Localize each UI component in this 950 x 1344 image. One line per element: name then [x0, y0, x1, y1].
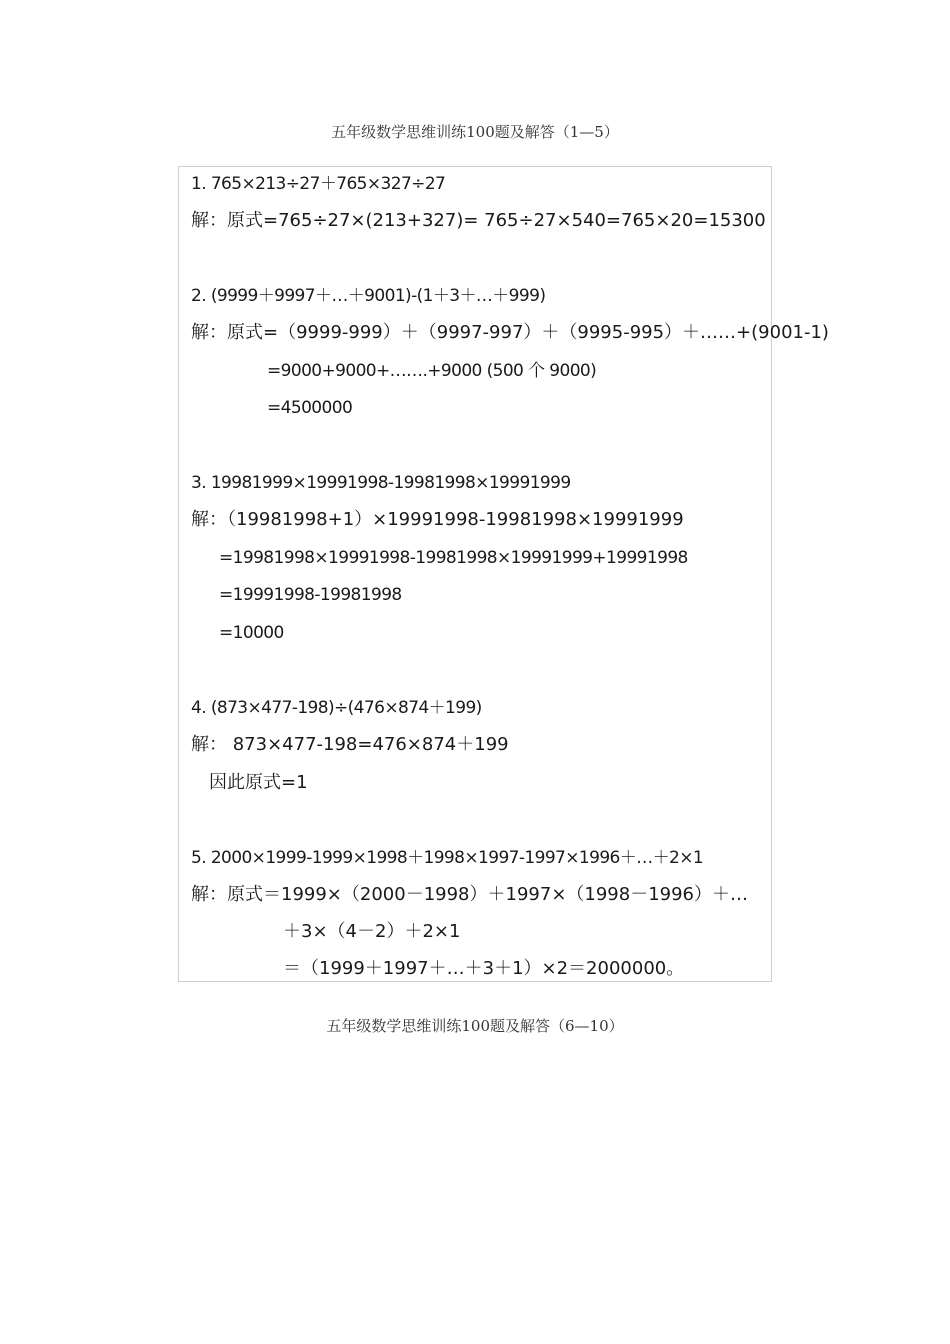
problem-3-solution-line-4: =10000 — [219, 623, 284, 643]
problem-2-solution-line-3: =4500000 — [267, 398, 353, 418]
problem-3-solution-line-1: 解：（19981998+1）×19991998-19981998×19991999 — [191, 509, 684, 530]
problems-panel — [178, 166, 829, 982]
problem-1-solution-line-1: 解：原式=765÷27×(213+327)= 765÷27×540=765×20=15300 — [191, 210, 766, 231]
page-title: 五年级数学思维训练100题及解答（1—5） — [331, 123, 619, 141]
problem-3-question: 3. 19981999×19991998-19981998×19991999 — [191, 473, 571, 493]
problem-2-solution-line-2: =9000+9000+…….+9000 (500 个 9000) — [267, 361, 597, 381]
problem-4-solution-line-2: 因此原式=1 — [209, 772, 308, 793]
problem-2-question: 2. (9999＋9997＋…＋9001)-(1＋3＋…＋999) — [191, 286, 546, 306]
problem-5-solution-line-2: ＋3×（4－2）＋2×1 — [283, 921, 461, 942]
problem-5-solution-line-3: ＝（1999＋1997＋…＋3＋1）×2＝2000000。 — [283, 958, 685, 979]
section-title: 五年级数学思维训练100题及解答（6—10） — [326, 1017, 624, 1035]
problem-2-solution-line-1: 解：原式=（9999-999）＋（9997-997）＋（9995-995）＋……+(9001-1) — [191, 322, 829, 343]
problem-1-question: 1. 765×213÷27＋765×327÷27 — [191, 174, 446, 194]
problem-3-solution-line-2: =19981998×19991998-19981998×19991999+19991998 — [219, 548, 688, 568]
problem-5-question: 5. 2000×1999-1999×1998＋1998×1997-1997×1996＋…＋2×1 — [191, 848, 704, 868]
problem-5-solution-line-1: 解：原式＝1999×（2000－1998）＋1997×（1998－1996）＋… — [191, 884, 749, 905]
problem-4-solution-line-1: 解： 873×477-198=476×874＋199 — [191, 734, 509, 755]
problem-4-question: 4. (873×477-198)÷(476×874＋199) — [191, 698, 482, 718]
problem-3-solution-line-3: =19991998-19981998 — [219, 585, 402, 605]
